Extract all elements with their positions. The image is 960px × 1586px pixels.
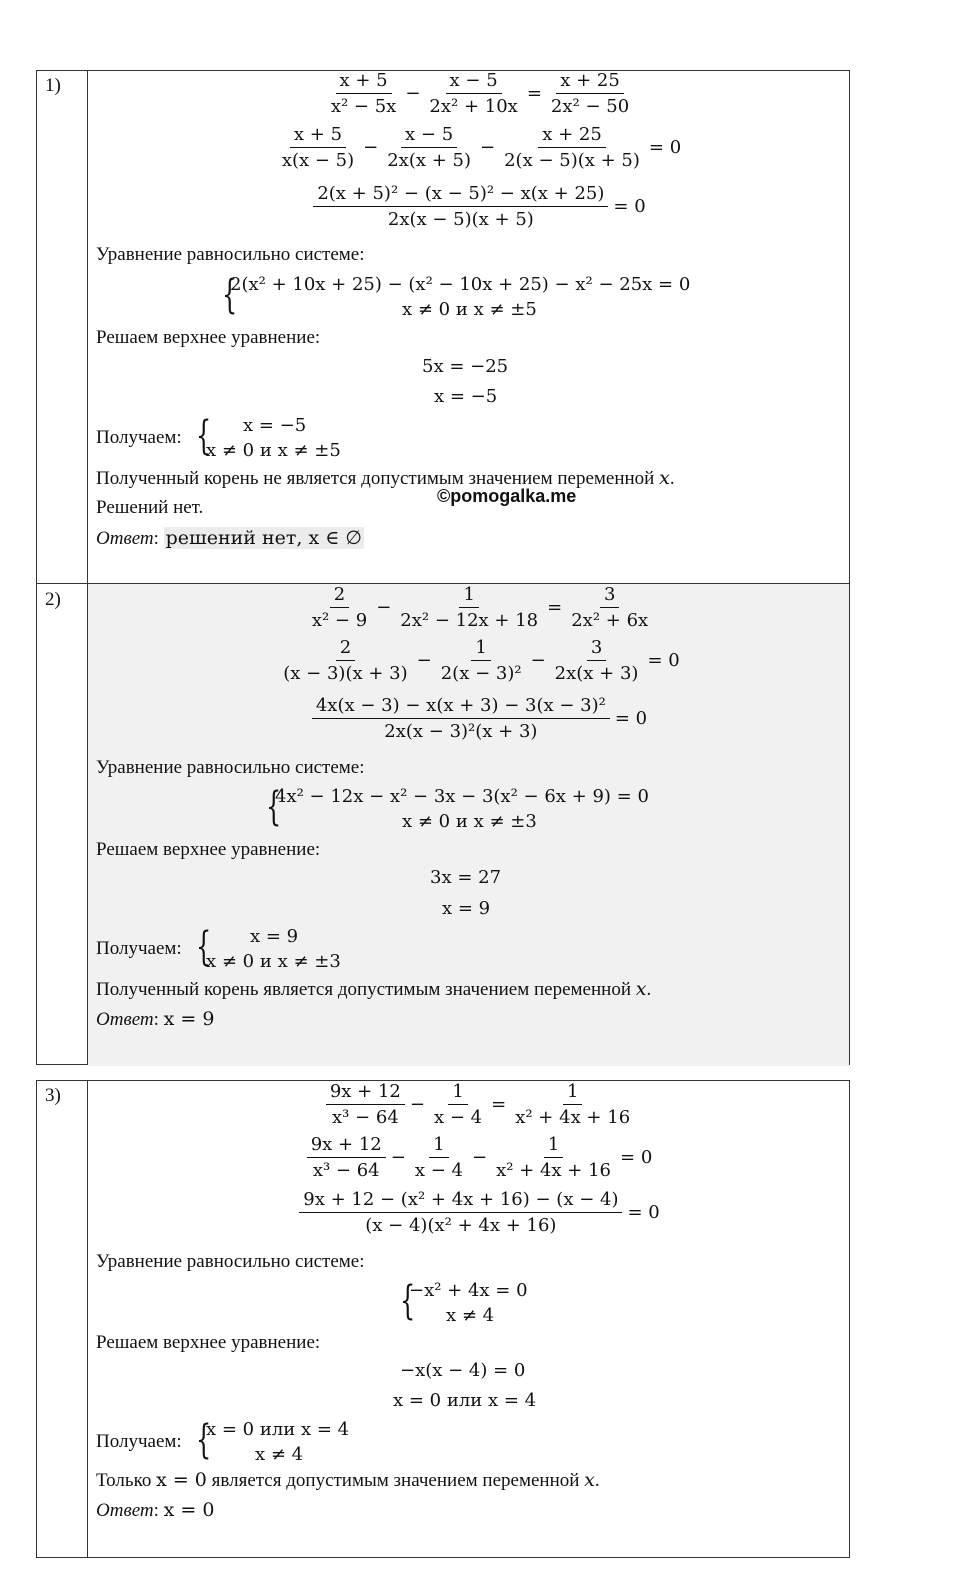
equation-transformed: $\frac{9x + 12}{\text{x³ − 64}}$ − $\frac{1}{x - 4}$ − $\frac{1}{\text{x² + 4x + 16}}$ = 0 [0,1134,960,1181]
equation-original: $\frac{x + 5}{\text{x² − 5x}}$ − $\frac{x - 5}{\text{2x² + 10x}}$ = $\frac{x + 25}{\text{2x² − 50}}$ [330,70,630,117]
system-brace: { [266,784,282,830]
no-solutions-text: Решений нет. [96,497,204,518]
solve-text: Решаем верхнее уравнение: [96,1332,321,1353]
system-line-1: 2(x² + 10x + 25) − (x² − 10x + 25) − x² − 25x = 0 [230,274,691,295]
solution-step-2: x = 9 [442,898,491,919]
watermark: ©pomogalka.me [437,486,577,506]
result-label: Получаем: [96,1431,182,1452]
solve-text: Решаем верхнее уравнение: [96,839,321,860]
conclusion-text: Только x = 0 является допустимым значением переменной x. [96,1469,600,1491]
problem-number: 3) [45,1085,61,1106]
system-brace: { [400,1278,416,1324]
system-line-2: x ≠ 0 и x ≠ ±3 [402,811,537,832]
result-line-1: x = −5 [243,415,307,436]
result-line-2: x ≠ 4 [255,1444,304,1465]
problem-number: 2) [45,589,61,610]
solution-step-2: x = 0 или x = 4 [393,1390,537,1411]
equation-original: $\frac{9x + 12}{\text{x³ − 64}}$ − $\frac{1}{x - 4}$ = $\frac{1}{\text{x² + 4x + 16}}$ [0,1081,960,1128]
equation-combined: $\frac{\text{2(x + 5)² − (x − 5)² − x(x + 25)}}{2x(x - 5)(x + 5)}$ = 0 [0,183,960,230]
system-brace: { [222,272,238,318]
problem-number: 1) [45,75,61,96]
conclusion-text: Полученный корень не является допустимым значением переменной x. [96,467,675,489]
system-line-1: 4x² − 12x − x² − 3x − 3(x² − 6x + 9) = 0 [275,786,649,807]
result-line-2: x ≠ 0 и x ≠ ±3 [206,951,341,972]
equation-transformed: $\frac{2}{(x - 3)(x + 3)}$ − $\frac{1}{\text{2(x − 3)²}}$ − $\frac{3}{2x(x + 3)}$ = 0 [283,637,680,684]
solve-text: Решаем верхнее уравнение: [96,327,321,348]
result-brace: { [196,924,212,970]
result-brace: { [196,413,212,459]
system-line-2: x ≠ 0 и x ≠ ±5 [402,299,537,320]
equation-transformed: $\frac{x + 5}{x(x - 5)}$ − $\frac{x - 5}{2x(x + 5)}$ − $\frac{x + 25}{2(x - 5)(x + 5)}$ = 0 [281,124,682,171]
equivalence-text: Уравнение равносильно системе: [96,244,365,265]
result-line-1: x = 0 или x = 4 [206,1419,350,1440]
solution-step-1: −x(x − 4) = 0 [400,1360,526,1381]
result-line-1: x = 9 [250,926,299,947]
conclusion-text: Полученный корень является допустимым значением переменной x. [96,978,652,1000]
result-label: Получаем: [96,938,182,959]
answer: Ответ: решений нет, x ∈ ∅ [96,527,362,549]
answer: Ответ: x = 9 [96,1008,215,1030]
solution-step-1: 5x = −25 [422,356,509,377]
result-line-2: x ≠ 0 и x ≠ ±5 [206,440,341,461]
equation-combined: $\frac{\text{4x(x − 3) − x(x + 3) − 3(x − 3)²}}{\text{2x(x − 3)²(x + 3)}}$ = 0 [0,695,960,742]
solution-step-2: x = −5 [434,386,498,407]
result-brace: { [196,1417,212,1463]
answer: Ответ: x = 0 [96,1499,215,1521]
system-line-1: −x² + 4x = 0 [409,1280,528,1301]
solution-step-1: 3x = 27 [430,867,502,888]
equivalence-text: Уравнение равносильно системе: [96,757,365,778]
equation-combined: $\frac{\text{9x + 12 − (x² + 4x + 16) − (x − 4)}}{\text{(x − 4)(x² + 4x + 16)}}$ = 0 [0,1189,960,1236]
system-line-2: x ≠ 4 [446,1305,495,1326]
equation-original: $\frac{2}{\text{x² − 9}}$ − $\frac{1}{\text{2x² − 12x + 18}}$ = $\frac{3}{\text{2x² + 6x}}$ [311,584,649,631]
result-label: Получаем: [96,427,182,448]
equivalence-text: Уравнение равносильно системе: [96,1251,365,1272]
